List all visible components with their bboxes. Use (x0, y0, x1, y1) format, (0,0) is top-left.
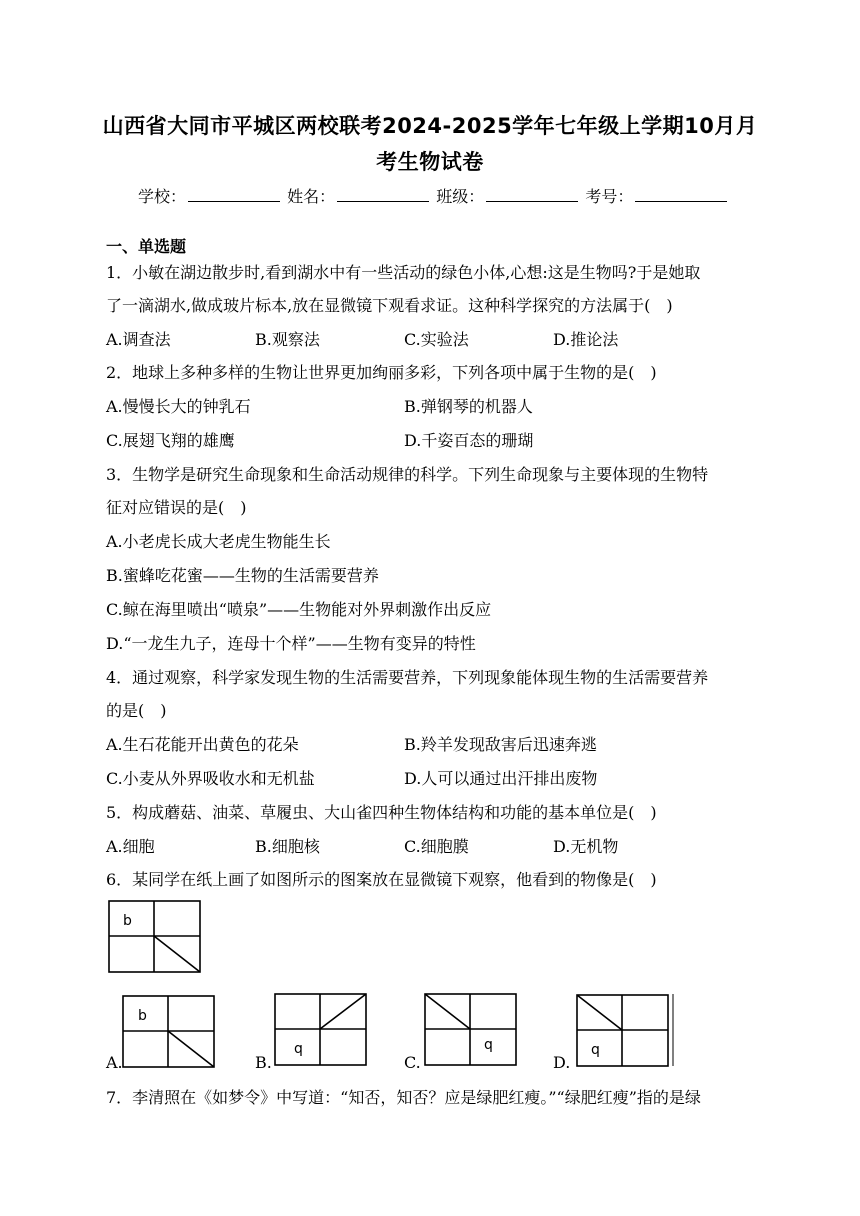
school-label: 学校： (138, 187, 187, 206)
question-5-line-1: 5．构成蘑菇、油菜、草履虫、大山雀四种生物体结构和功能的基本单位是( ) (106, 803, 657, 822)
question-1-line-1: 1．小敏在湖边散步时,看到湖水中有一些活动的绿色小体,心想:这是生物吗?于是她取 (106, 263, 701, 282)
q6-source-figure (108, 900, 202, 974)
student-info-row (138, 184, 729, 207)
q6-option-a-letter: b (138, 1008, 147, 1024)
q1-option-c: C.实验法 (404, 330, 469, 349)
exam-title-line2: 考生物试卷 (376, 150, 484, 174)
question-7-line-1: 7．李清照在《如梦令》中写道：“知否，知否？应是绿肥红瘦。”“绿肥红瘦”指的是绿 (106, 1088, 701, 1107)
question-3-line-1: 3．生物学是研究生命现象和生命活动规律的科学。下列生命现象与主要体现的生物特 (106, 465, 709, 484)
q4-option-a: A.生石花能开出黄色的花朵 (106, 735, 299, 754)
q6-option-d: D. (553, 1053, 571, 1072)
question-6-line-1: 6．某同学在纸上画了如图所示的图案放在显微镜下观察，他看到的物像是( ) (106, 870, 657, 889)
q1-option-a: A.调查法 (106, 330, 171, 349)
q2-option-a: A.慢慢长大的钟乳石 (106, 397, 251, 416)
q4-option-d: D.人可以通过出汗排出废物 (404, 769, 598, 788)
q1-option-b: B.观察法 (255, 330, 320, 349)
id-label: 考号： (585, 187, 634, 206)
question-4-line-1: 4．通过观察，科学家发现生物的生活需要营养，下列现象能体现生物的生活需要营养 (106, 668, 709, 687)
class-label: 班级： (436, 187, 485, 206)
class-blank (486, 187, 578, 202)
exam-title-line1: 山西省大同市平城区两校联考2024-2025学年七年级上学期10月月 (102, 114, 758, 138)
question-3-line-2: 征对应错误的是( ) (106, 498, 247, 517)
q5-option-d: D.无机物 (553, 837, 619, 856)
q2-option-b: B.弹钢琴的机器人 (404, 397, 533, 416)
q6-option-d-letter: q (591, 1042, 600, 1058)
q3-option-a: A.小老虎长成大老虎生物能生长 (106, 532, 331, 551)
q4-option-c: C.小麦从外界吸收水和无机盐 (106, 769, 315, 788)
q5-option-c: C.细胞膜 (404, 837, 469, 856)
q5-option-a: A.细胞 (106, 837, 155, 856)
q6-option-a-figure (122, 995, 216, 1069)
question-1-line-2: 了一滴湖水,做成玻片标本,放在显微镜下观看求证。这种科学探究的方法属于( ) (106, 296, 673, 315)
q6-option-c-figure (424, 993, 518, 1067)
school-blank (188, 187, 280, 202)
q3-option-b: B.蜜蜂吃花蜜——生物的生活需要营养 (106, 566, 379, 585)
question-4-line-2: 的是( ) (106, 701, 167, 720)
question-2-line-1: 2．地球上多种多样的生物让世界更加绚丽多彩，下列各项中属于生物的是( ) (106, 363, 657, 382)
q6-option-a: A. (106, 1053, 123, 1072)
q6-option-b-letter: q (294, 1041, 303, 1057)
q2-option-d: D.千姿百态的珊瑚 (404, 431, 534, 450)
section-heading: 一、单选题 (106, 237, 187, 256)
q6-option-b: B. (255, 1053, 272, 1072)
q6-option-b-figure (274, 993, 368, 1067)
q6-option-c-letter: q (484, 1037, 493, 1053)
q5-option-b: B.细胞核 (255, 837, 320, 856)
q4-option-b: B.羚羊发现敌害后迅速奔逃 (404, 735, 597, 754)
q2-option-c: C.展翅飞翔的雄鹰 (106, 431, 235, 450)
q3-option-d: D.“一龙生九子，连母十个样”——生物有变异的特性 (106, 634, 476, 653)
id-blank (635, 187, 727, 202)
q6-source-letter: b (123, 913, 132, 929)
q1-option-d: D.推论法 (553, 330, 619, 349)
name-label: 姓名： (287, 187, 336, 206)
name-blank (337, 187, 429, 202)
q3-option-c: C.鲸在海里喷出“喷泉”——生物能对外界刺激作出反应 (106, 600, 492, 619)
q6-option-d-figure (576, 994, 676, 1068)
q6-option-c: C. (404, 1053, 421, 1072)
